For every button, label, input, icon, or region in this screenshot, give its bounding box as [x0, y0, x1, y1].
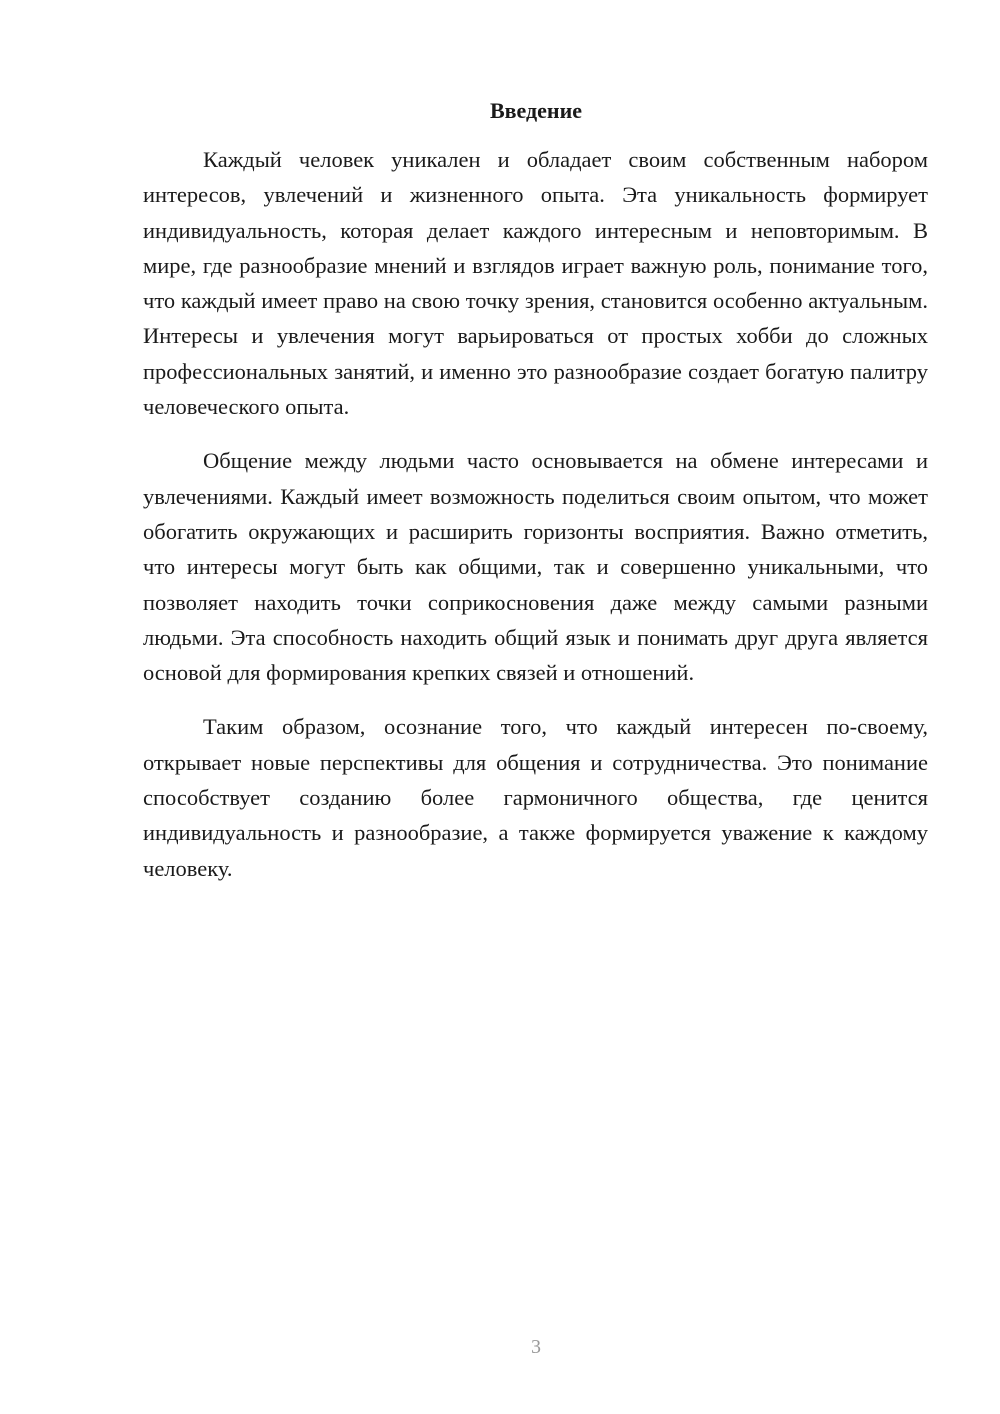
paragraph-1: Каждый человек уникален и обладает своим собственным набором интересов, увлечений и жизненного опыта. Эта уникальность формирует индивидуальность, которая делает каждого интересным и неповторимым. В мире, где разнообразие мнений и взглядов играет важную роль, понимание того, что каждый имеет право на свою точку зрения, становится особенно актуальным. Интересы и увлечения могут варьироваться от простых хобби до сложных профессиональных занятий, и именно это разнообразие создает богатую палитру человеческого опыта. — [143, 147, 928, 420]
page-number: 3 — [531, 1336, 541, 1358]
section-heading: Введение — [489, 98, 583, 123]
body-text — [143, 142, 928, 905]
paragraph-2: Общение между людьми часто основывается на обмене интересами и увлечениями. Каждый имеет возможность поделиться своим опытом, что может обогатить окружающих и расширить горизонты восприятия. Важно отметить, что интересы могут быть как общими, так и совершенно уникальными, что позволяет находить точки соприкосновения даже между самыми разными людьми. Эта способность находить общий язык и понимать друг друга является основой для формирования крепких связей и отношений. — [143, 448, 928, 686]
paragraph-3: Таким образом, осознание того, что каждый интересен по-своему, открывает новые перспективы для общения и сотрудничества. Это понимание способствует созданию более гармоничного общества, где ценится индивидуальность и разнообразие, а также формируется уважение к каждому человеку. — [143, 714, 928, 881]
